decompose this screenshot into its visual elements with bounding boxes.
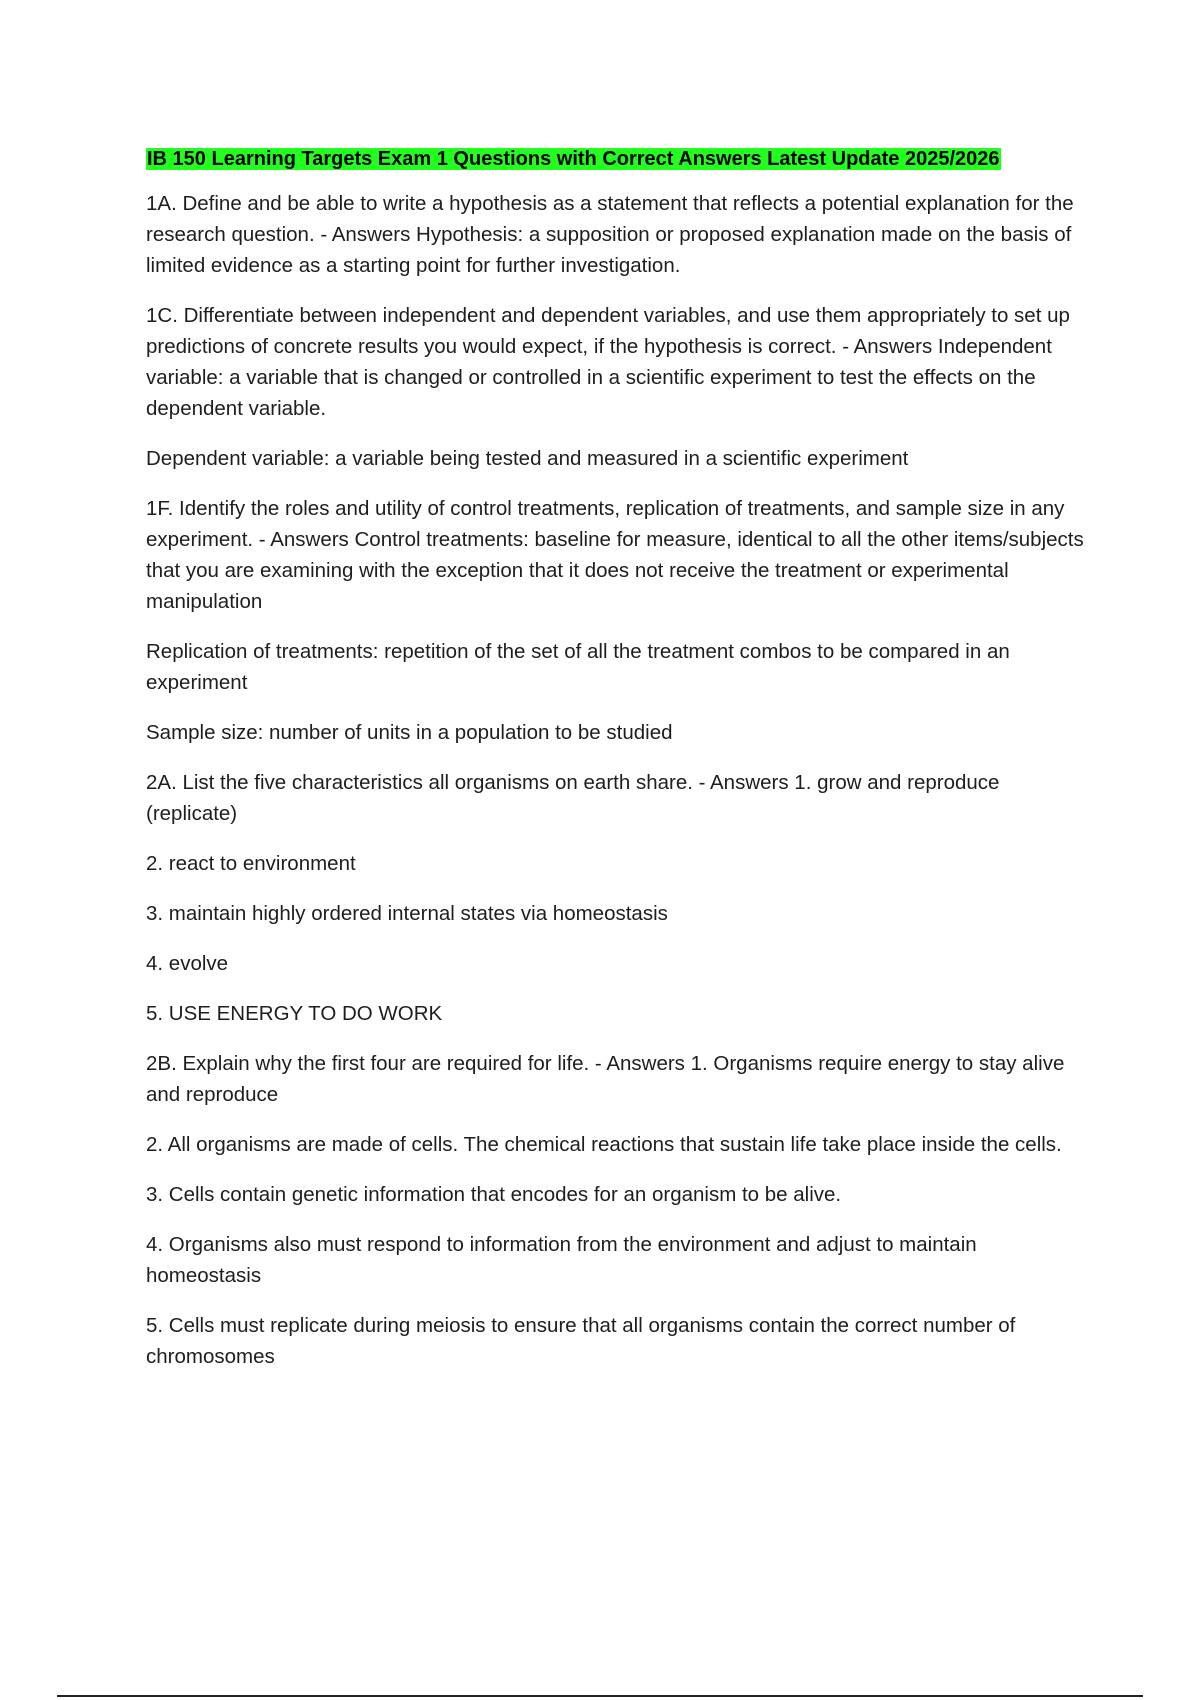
answer-item-3: 3. Cells contain genetic information that encodes for an organism to be alive. — [146, 1183, 842, 1206]
paragraph-1c: 1C. Differentiate between independent and dependent variables, and use them appropriately to set up predictions of concrete results you would expect, if the hypothesis is correct. - Answers Independent variable: a variable that is changed or controlled in a scientific experiment to test the effects on the dependent variable. — [146, 304, 1070, 420]
paragraph-replication: Replication of treatments: repetition of the set of all the treatment combos to be compared in an experiment — [146, 640, 1010, 694]
paragraph-2b: 2B. Explain why the first four are required for life. - Answers 1. Organisms require energy to stay alive and reproduce — [146, 1052, 1065, 1106]
list-item-2: 2. react to environment — [146, 852, 356, 875]
title-line — [146, 144, 1092, 176]
paragraph-2a: 2A. List the five characteristics all organisms on earth share. - Answers 1. grow and reproduce (replicate) — [146, 771, 1000, 825]
answer-item-5: 5. Cells must replicate during meiosis to ensure that all organisms contain the correct number of chromosomes — [146, 1314, 1016, 1368]
page-bottom-divider — [57, 1695, 1143, 1697]
list-item-4: 4. evolve — [146, 952, 229, 975]
list-item-5: 5. USE ENERGY TO DO WORK — [146, 1002, 443, 1025]
answer-item-2: 2. All organisms are made of cells. The chemical reactions that sustain life take place inside the cells. — [146, 1133, 1062, 1156]
document-title: IB 150 Learning Targets Exam 1 Questions with Correct Answers Latest Update 2025/2026 — [147, 148, 1000, 170]
paragraph-dependent-variable: Dependent variable: a variable being tested and measured in a scientific experiment — [146, 447, 909, 470]
document-body — [146, 144, 1092, 1391]
paragraph-1f: 1F. Identify the roles and utility of control treatments, replication of treatments, and sample size in any experiment. - Answers Control treatments: baseline for measure, identical to all the other items/subjects that you are examining with the exception that it does not receive the treatment or experimental manipulation — [146, 497, 1084, 613]
list-item-3: 3. maintain highly ordered internal states via homeostasis — [146, 902, 668, 925]
paragraph-1a: 1A. Define and be able to write a hypothesis as a statement that reflects a potential explanation for the research question. - Answers Hypothesis: a supposition or proposed explanation made on the basis of limited evidence as a starting point for further investigation. — [146, 192, 1074, 277]
answer-item-4: 4. Organisms also must respond to information from the environment and adjust to maintain homeostasis — [146, 1233, 977, 1287]
paragraph-sample-size: Sample size: number of units in a population to be studied — [146, 721, 673, 744]
